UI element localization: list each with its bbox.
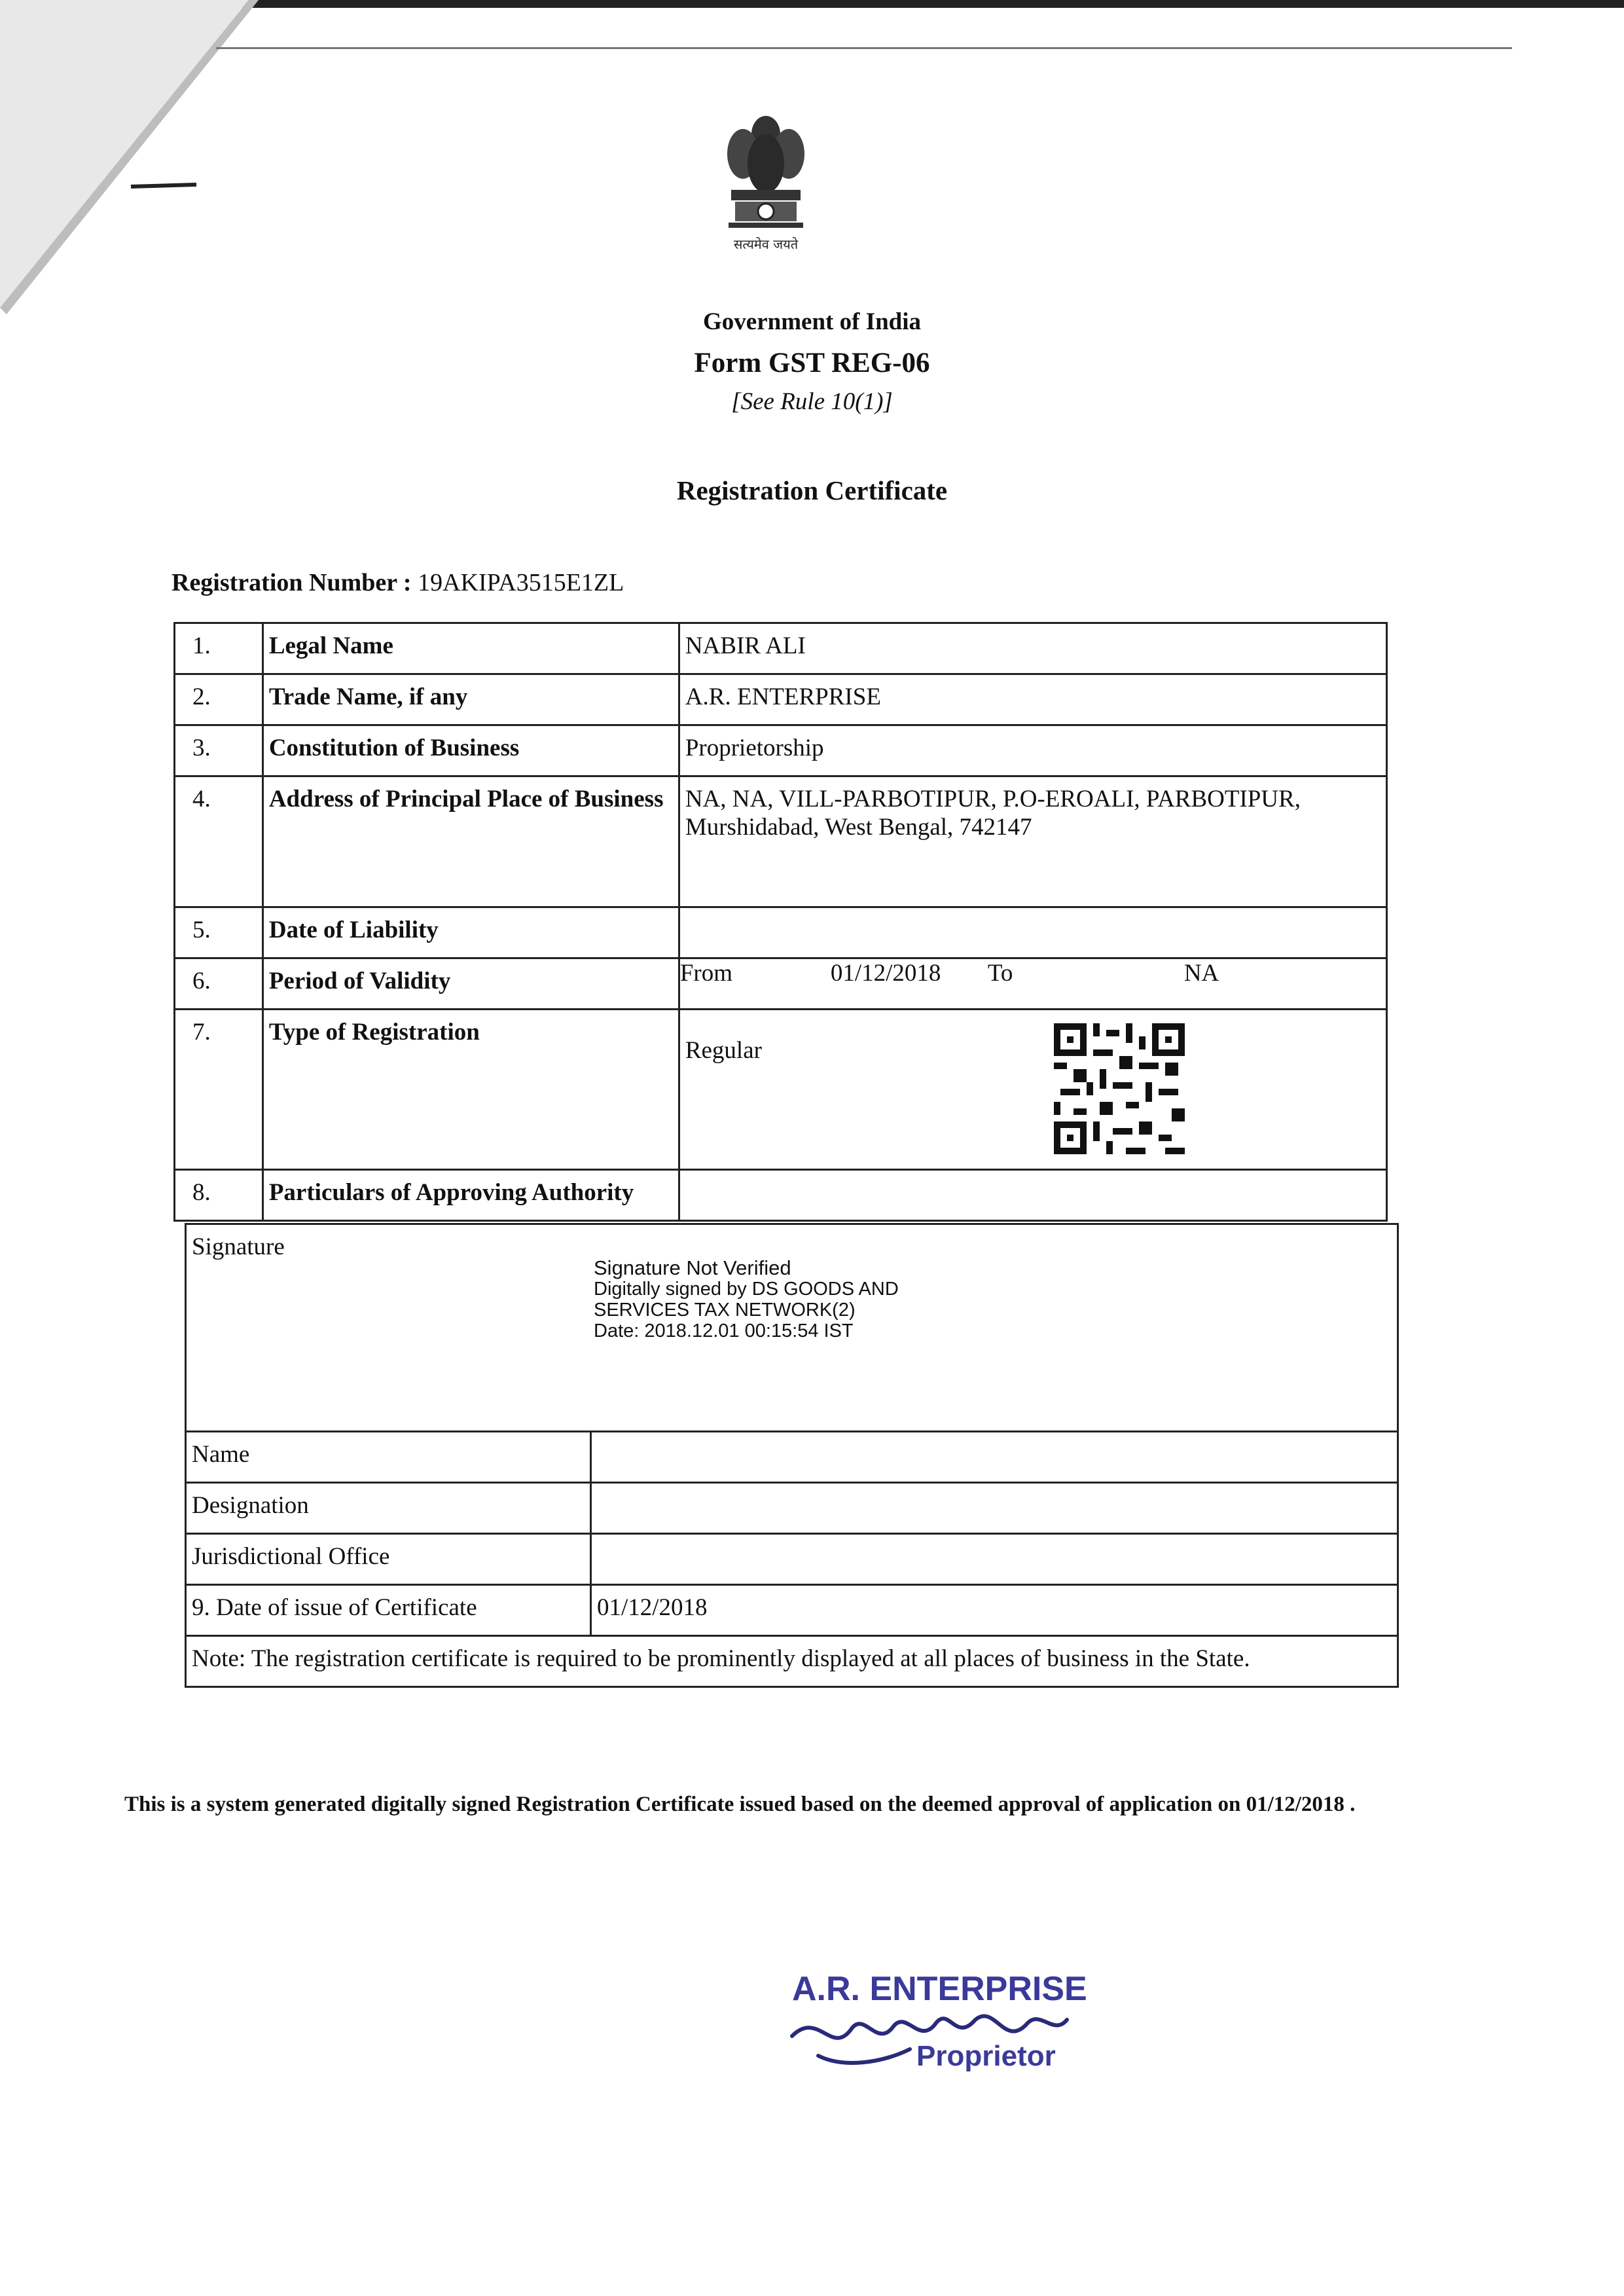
digital-signature-block	[594, 1258, 899, 1341]
row-value: NABIR ALI	[679, 623, 1386, 674]
stamp-role: Proprietor	[916, 2040, 1056, 2072]
signature-cell	[186, 1224, 1398, 1432]
registration-number-label: Registration Number :	[171, 569, 412, 596]
system-generated-note: This is a system generated digitally signed Registration Certificate issued based on the deemed approval of application on 01/12/2018 .	[124, 1793, 1356, 1816]
signature-label: Signature	[192, 1233, 285, 1260]
validity-cell	[679, 958, 1386, 1010]
table-row	[175, 725, 1387, 776]
office-label: Jurisdictional Office	[186, 1534, 591, 1585]
row-value: Proprietorship	[679, 725, 1386, 776]
table-row	[175, 1010, 1387, 1170]
row-number: 5.	[175, 907, 263, 958]
row-label: Particulars of Approving Authority	[262, 1170, 679, 1221]
government-heading: Government of India	[703, 308, 921, 335]
name-value	[591, 1432, 1398, 1483]
row-number: 8.	[175, 1170, 263, 1221]
row-label: Type of Registration	[262, 1010, 679, 1170]
page-top-rule	[216, 47, 1512, 49]
display-note: Note: The registration certificate is required to be prominently displayed at all places of business in the State.	[186, 1636, 1398, 1687]
row-value: NA, NA, VILL-PARBOTIPUR, P.O-EROALI, PARBOTIPUR, Murshidabad, West Bengal, 742147	[679, 776, 1386, 907]
designation-label: Designation	[186, 1483, 591, 1534]
table-row	[186, 1483, 1398, 1534]
svg-text:सत्यमेव जयते: सत्यमेव जयते	[733, 236, 799, 252]
name-label: Name	[186, 1432, 591, 1483]
table-row	[175, 623, 1387, 674]
issue-date-value: 01/12/2018	[591, 1585, 1398, 1636]
row-label: Address of Principal Place of Business	[262, 776, 679, 907]
row-number: 1.	[175, 623, 263, 674]
signature-signer-cont: SERVICES TAX NETWORK(2)	[594, 1300, 856, 1321]
table-row	[186, 1585, 1398, 1636]
national-emblem-icon	[717, 108, 815, 259]
to-label: To	[987, 960, 1013, 987]
table-row	[186, 1534, 1398, 1585]
row-number: 3.	[175, 725, 263, 776]
office-value	[591, 1534, 1398, 1585]
company-stamp	[779, 1958, 1119, 2102]
table-row	[186, 1636, 1398, 1687]
certificate-title: Registration Certificate	[676, 475, 948, 505]
row-number: 2.	[175, 674, 263, 725]
signature-status: Signature Not Verified	[594, 1256, 791, 1279]
table-row	[175, 1170, 1387, 1221]
row-number: 7.	[175, 1010, 263, 1170]
table-row	[186, 1224, 1398, 1432]
row-number: 6.	[175, 958, 263, 1010]
designation-value	[591, 1483, 1398, 1534]
signature-date: Date: 2018.12.01 00:15:54 IST	[594, 1321, 854, 1341]
row-label: Period of Validity	[262, 958, 679, 1010]
row-label: Date of Liability	[262, 907, 679, 958]
approving-authority-table	[185, 1223, 1399, 1688]
to-value: NA	[1183, 960, 1219, 987]
rule-reference: [See Rule 10(1)]	[731, 388, 893, 415]
row-value	[679, 907, 1386, 958]
signature-signer: Digitally signed by DS GOODS AND	[594, 1279, 899, 1300]
row-label: Legal Name	[262, 623, 679, 674]
table-row	[175, 776, 1387, 907]
row-label: Trade Name, if any	[262, 674, 679, 725]
table-row	[175, 907, 1387, 958]
scan-top-edge	[0, 0, 1624, 8]
row-value	[679, 1170, 1386, 1221]
registration-number-line	[171, 568, 624, 597]
registration-details-table	[173, 622, 1388, 1222]
registration-number-value: 19AKIPA3515E1ZL	[418, 569, 624, 596]
from-value: 01/12/2018	[830, 960, 941, 987]
qr-code-icon	[1054, 1023, 1185, 1154]
form-title: Form GST REG-06	[694, 348, 930, 378]
issue-date-label: 9. Date of issue of Certificate	[186, 1585, 591, 1636]
from-label: From	[679, 960, 733, 987]
table-row	[186, 1432, 1398, 1483]
stamp-company-name: A.R. ENTERPRISE	[792, 1970, 1087, 2008]
table-row	[175, 958, 1387, 1010]
row-number: 4.	[175, 776, 263, 907]
table-row	[175, 674, 1387, 725]
row-label: Constitution of Business	[262, 725, 679, 776]
validity-subtable	[680, 959, 1386, 987]
row-value: Regular	[679, 1010, 1386, 1170]
row-value: A.R. ENTERPRISE	[679, 674, 1386, 725]
